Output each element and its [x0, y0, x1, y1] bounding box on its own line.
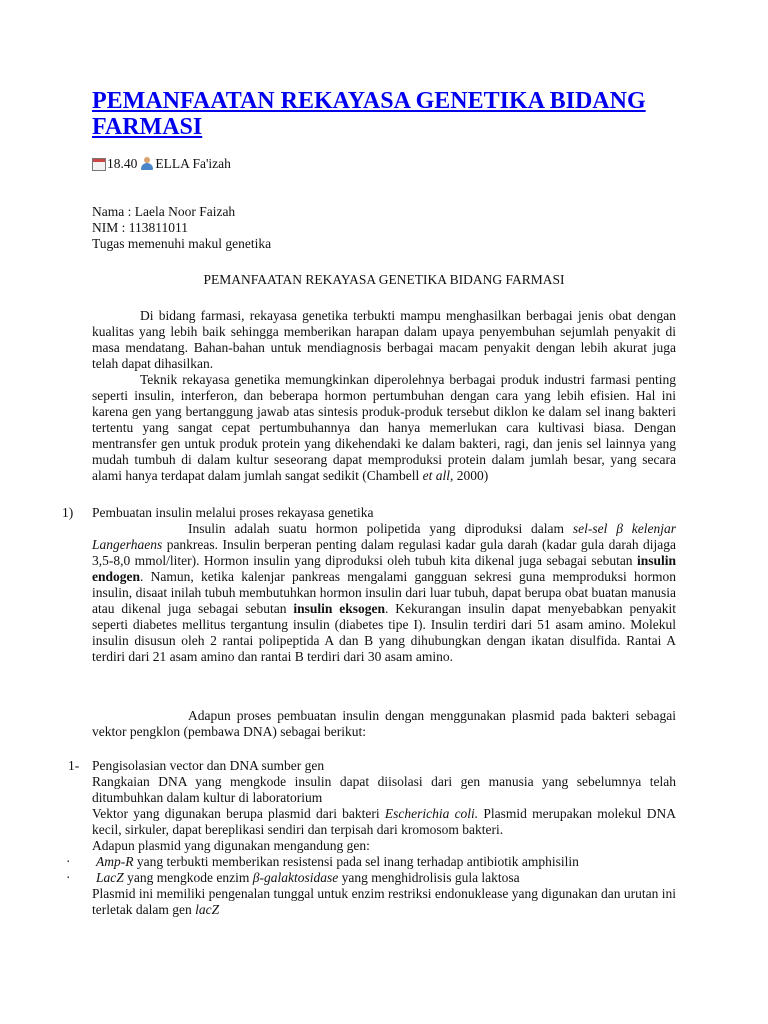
student-nim: NIM : 113811011: [92, 220, 188, 235]
paragraph-2: Teknik rekayasa genetika memungkinkan diperolehnya berbagai produk industri farmasi penting seperti insulin, interferon, dan beberapa hormon pertumbuhan dengan cara yang lebih efisien. Hal ini karena gen yang bertanggung jawab atas sintesis produk-produk tersebut diklon ke dalam sel inang bakteri tertentu yang sangat cepat pertumbuhannya dan hanya memerlukan cara kultivasi biasa. Dengan mentransfer gen untuk produk protein yang dikehendaki ke dalam bakteri, ragi, dan jenis sel lainnya yang mudah tumbuh di dalam kultur seseorang dapat memproduksi protein dalam jumlah besar, yang secara alami hanya terdapat dalam jumlah sangat sedikit (Chambell et all, 2000): [92, 372, 676, 483]
student-info: [92, 204, 271, 252]
assignment-note: Tugas memenuhi makul genetika: [92, 236, 272, 251]
section-1-text: Pembuatan insulin melalui proses rekayasa genetika: [92, 505, 374, 520]
post-time: 18.40: [107, 156, 138, 171]
post-title-link[interactable]: PEMANFAATAN REKAYASA GENETIKA BIDANG FARMASI: [92, 88, 646, 140]
section-1-number: 1): [62, 505, 74, 520]
gene-bullet-amp: · Amp-R yang terbukti memberikan resistensi pada sel inang terhadap antibiotik amphisilin: [66, 854, 579, 869]
step-1-heading: [68, 758, 676, 774]
section-1-heading: [62, 505, 676, 521]
step-1: [66, 758, 676, 918]
gene-bullet-lacz: · LacZ yang mengkode enzim β-galaktosidase yang menghidrolisis gula laktosa: [66, 870, 520, 885]
student-name: Nama : Laela Noor Faizah: [92, 204, 236, 219]
step-1-line-4: Plasmid ini memiliki pengenalan tunggal untuk enzim restriksi endonuklease yang digunakan dan urutan ini terletak dalam gen lacZ: [92, 886, 676, 917]
post-author: ELLA Fa'izah: [155, 156, 231, 171]
person-icon: [140, 157, 154, 171]
step-1-line-3: Adapun plasmid yang digunakan mengandung gen:: [92, 838, 370, 853]
post-meta: [92, 156, 231, 172]
step-1-line-1: Rangkaian DNA yang mengkode insulin dapat diisolasi dari gen manusia yang sebelumnya telah ditumbuhkan dalam kultur di laboratorium: [92, 774, 676, 805]
paragraph-1: Di bidang farmasi, rekayasa genetika terbukti mampu menghasilkan berbagai jenis obat dengan kualitas yang lebih baik sehingga memberikan harapan dalam upaya penyembuhan sejumlah penyakit di masa mendatang. Bahan-bahan untuk mendiagnosis berbagai macam penyakit dengan lebih akurat juga telah dapat dihasilkan.: [92, 308, 676, 371]
calendar-icon: [92, 158, 106, 171]
paragraph-3: Insulin adalah suatu hormon polipetida yang diproduksi dalam sel-sel β kelenjar Langerhaens pankreas. Insulin berperan penting dalam regulasi kadar gula darah (kadar gula darah dijaga 3,5-8,0 mmol/liter). Hormon insulin yang diproduksi oleh tubuh kita dikenal juga sebagai sebutan insulin endogen. Namun, ketika kalenjar pankreas mengalami gangguan sekresi guna memproduksi hormon insulin, disaat inilah tubuh membutuhkan hormon insulin dari luar tubuh, dapat berupa obat buatan manusia atau dikenal juga sebagai sebutan insulin eksogen. Kekurangan insulin dapat menyebabkan penyakit seperti diabetes mellitus tergantung insulin (diabetes tipe I). Insulin terdiri dari 51 asam amino. Molekul insulin disusun oleh 2 rantai polipeptida A dan B yang dihubungkan dengan ikatan disulfida. Rantai A terdiri dari 21 asam amino dan rantai B terdiri dari 30 asam amino.: [92, 521, 676, 664]
step-1-number: 1-: [68, 758, 80, 773]
paragraph-4: Adapun proses pembuatan insulin dengan menggunakan plasmid pada bakteri sebagai vektor pengklon (pembawa DNA) sebagai berikut:: [92, 708, 676, 739]
intro-paragraphs: [92, 308, 676, 484]
section-title: PEMANFAATAN REKAYASA GENETIKA BIDANG FARMASI: [203, 272, 565, 287]
bullet-dot: ·: [66, 870, 71, 885]
insulin-paragraph: [92, 521, 676, 665]
step-1-text: Pengisolasian vector dan DNA sumber gen: [92, 758, 325, 773]
process-intro: [92, 708, 676, 740]
bullet-dot: ·: [66, 854, 71, 869]
step-1-line-2: Vektor yang digunakan berupa plasmid dari bakteri Escherichia coli. Plasmid merupakan molekul DNA kecil, sirkuler, dapat bereplikasi sendiri dan terpisah dari kromosom bakteri.: [92, 806, 676, 837]
